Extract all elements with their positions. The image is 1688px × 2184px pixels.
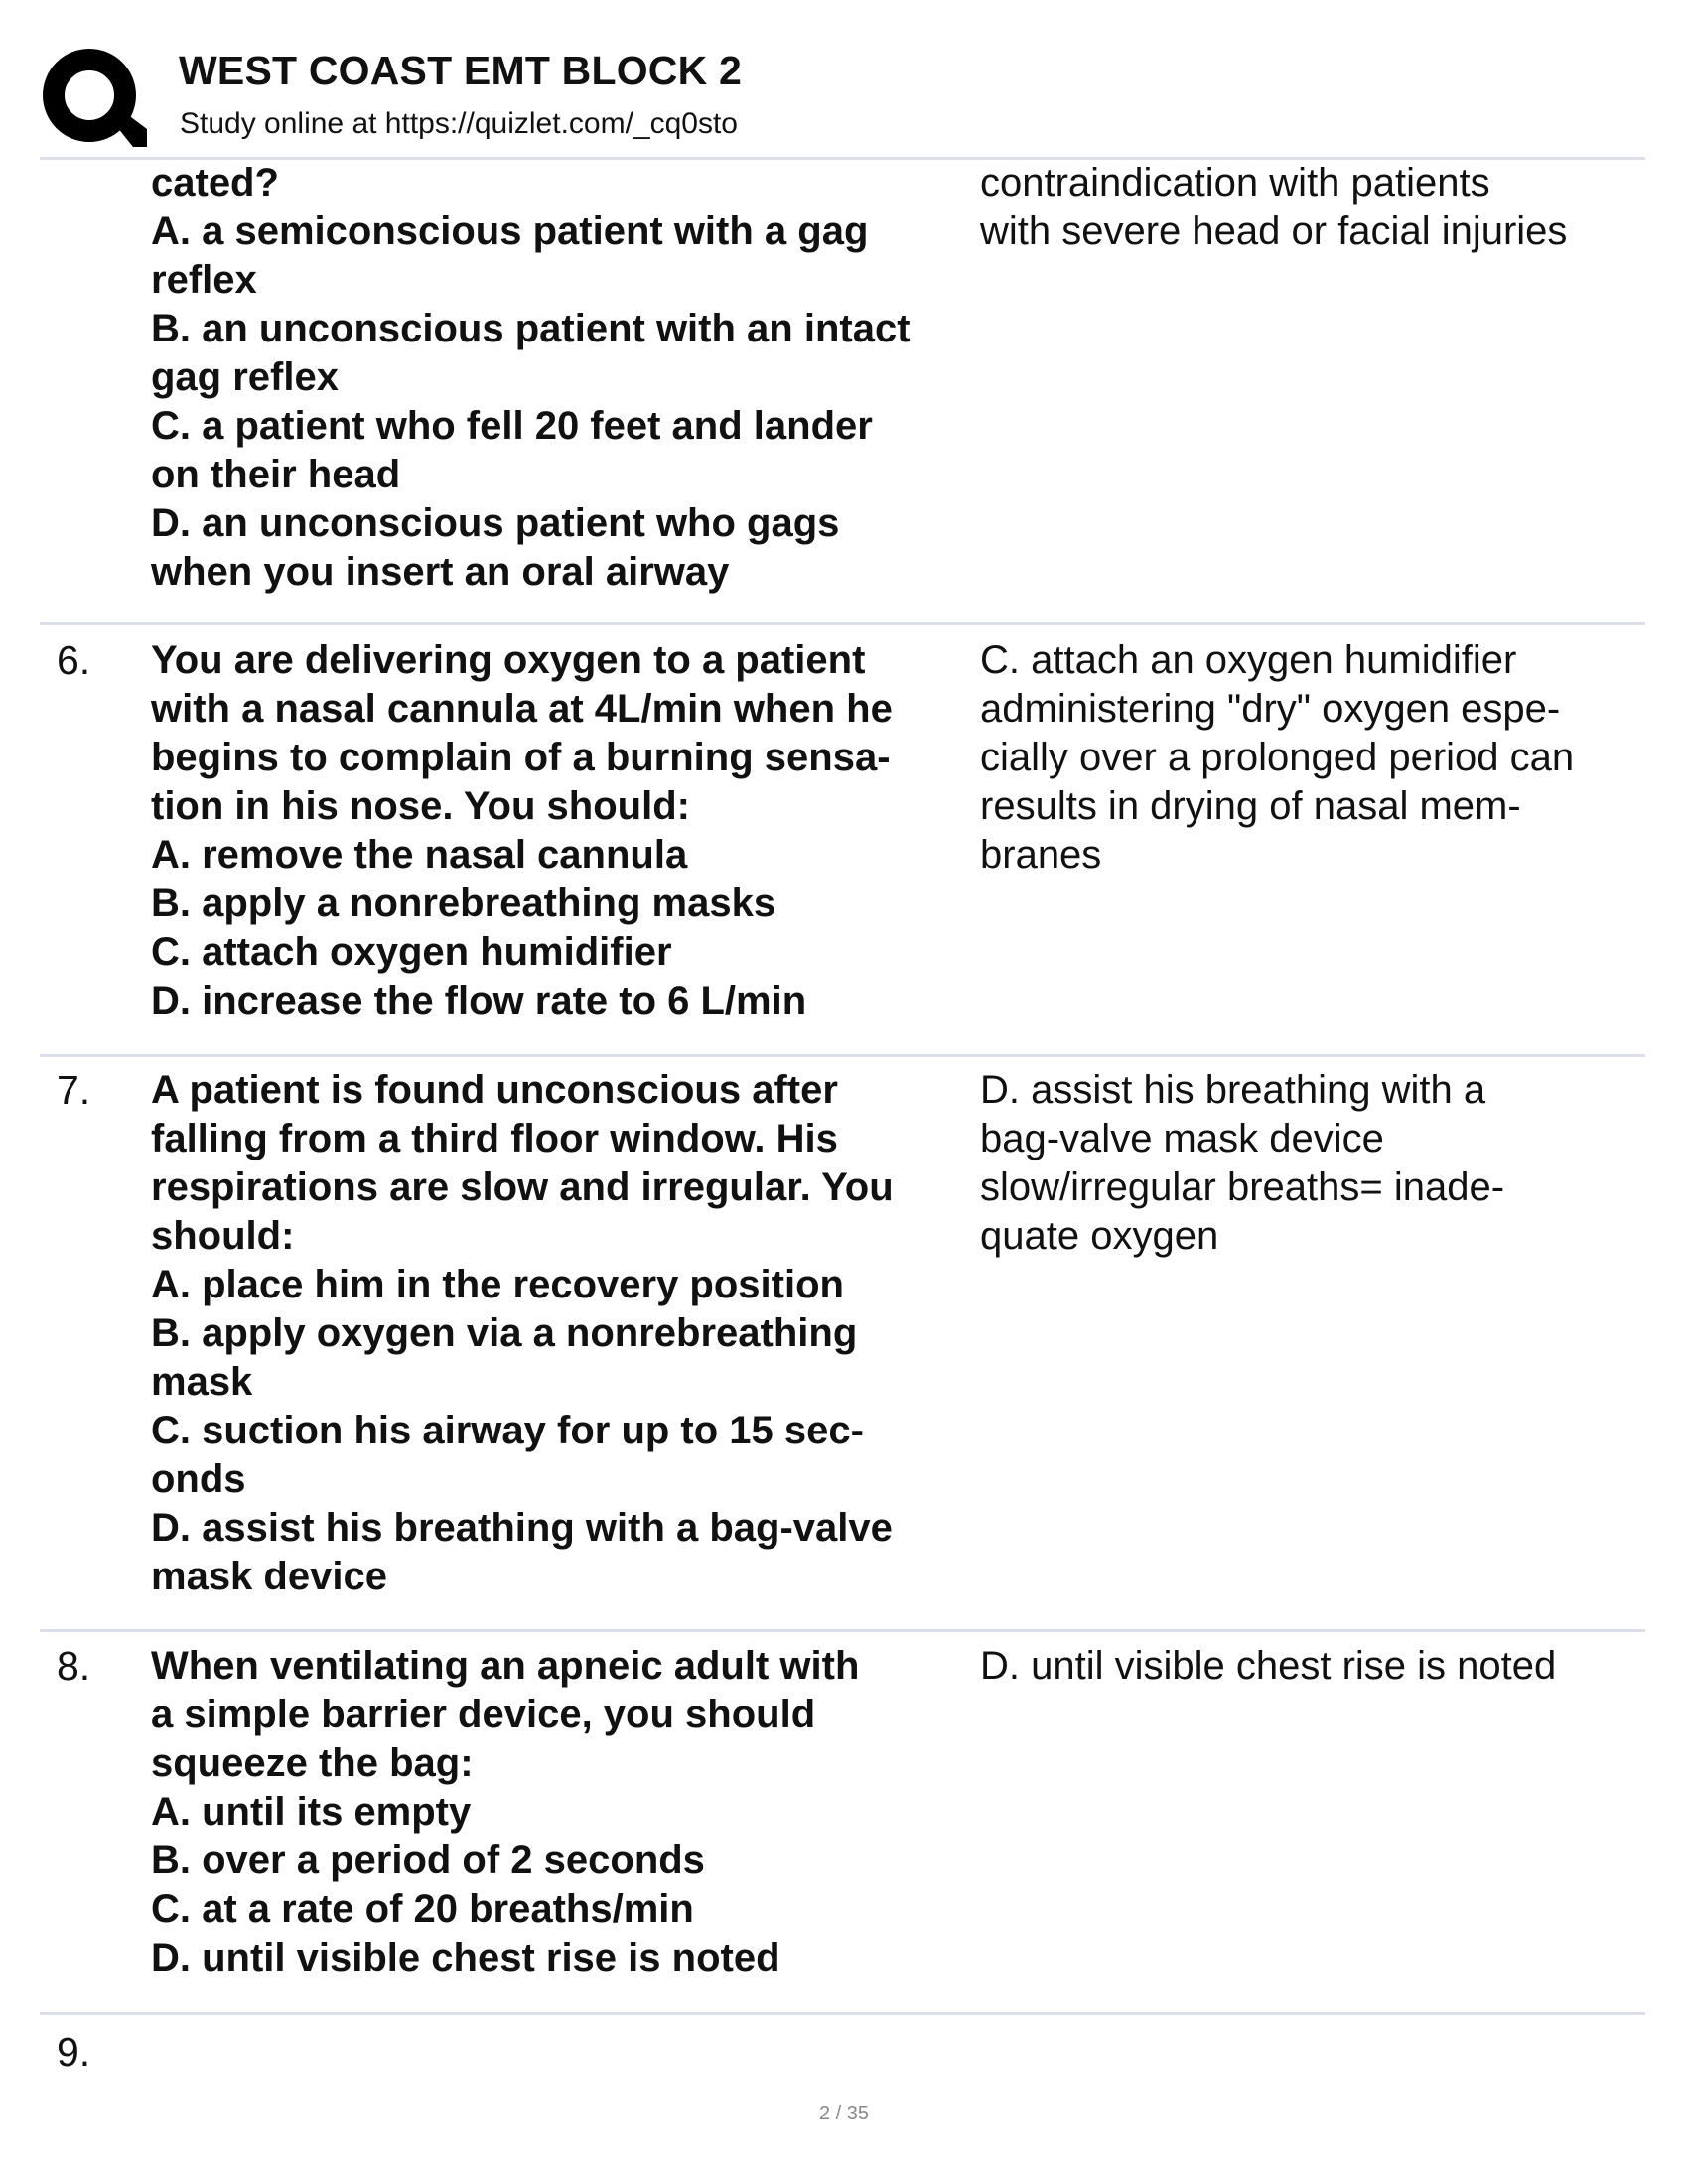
card-question: A patient is found unconscious after falling from a third floor window. His respirations are slow and irregular. You should: A. place him in the recovery position B. apply oxygen via a nonrebreathing mask C. suction his airway for up to 15 sec- onds D. assist his breathing with a bag-valve mask device — [151, 1068, 894, 1598]
divider — [40, 2012, 1645, 2015]
card-answer: D. assist his breathing with a bag-valve mask device slow/irregular breaths= inade- quate oxygen — [980, 1068, 1505, 1258]
card-answer: C. attach an oxygen humidifier administering "dry" oxygen espe- cially over a prolonged period can results in drying of nasal mem- branes — [980, 638, 1575, 877]
divider — [40, 622, 1645, 625]
study-online-link[interactable]: Study online at https://quizlet.com/_cq0sto — [180, 107, 738, 140]
divider — [40, 1629, 1645, 1632]
page-number: 2 / 35 — [818, 2103, 870, 2124]
divider — [40, 1054, 1645, 1057]
card-number: 9. — [57, 2029, 91, 2075]
card-number: 8. — [57, 1643, 91, 1689]
card-answer: D. until visible chest rise is noted — [980, 1644, 1557, 1688]
card-number: 7. — [57, 1067, 91, 1113]
card-question: When ventilating an apneic adult with a simple barrier device, you should squeeze the bag: A. until its empty B. over a period of 2 seconds C. at a rate of 20 breaths/min D. until visible chest rise is noted — [151, 1644, 860, 1979]
quizlet-logo-icon — [40, 44, 149, 153]
card-number: 6. — [57, 637, 91, 683]
card-question: cated? A. a semiconscious patient with a gag reflex B. an unconscious patient with an intact gag reflex C. a patient who fell 20 feet and lander on their head D. an unconscious patient who gags when you insert an oral airway — [151, 161, 911, 594]
page-header — [40, 40, 1648, 159]
card-answer: contraindication with patients with severe head or facial injuries — [980, 161, 1568, 253]
card-question: You are delivering oxygen to a patient with a nasal cannula at 4L/min when he begins to complain of a burning sensa- tion in his nose. You should: A. remove the nasal cannula B. apply a nonrebreathing masks C. attach oxygen humidifier D. increase the flow rate to 6 L/min — [151, 638, 893, 1023]
set-title: WEST COAST EMT BLOCK 2 — [179, 48, 743, 93]
